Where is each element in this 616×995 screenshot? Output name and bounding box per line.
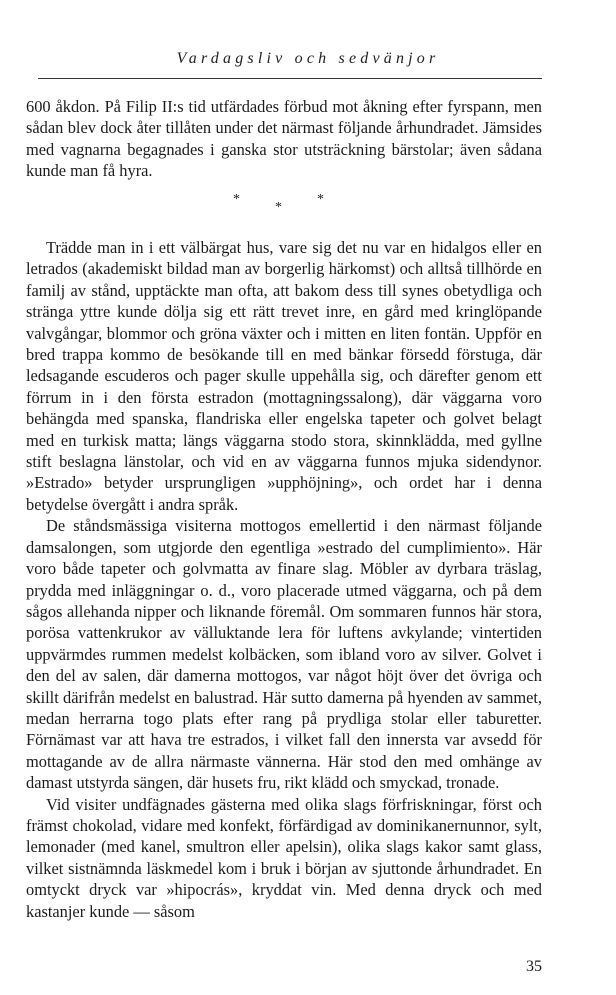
separator-asterisk: * <box>275 200 282 215</box>
main-text-block <box>26 237 542 922</box>
section-separator <box>0 190 616 214</box>
page-number: 35 <box>526 958 542 975</box>
paragraph: Vid visiter undfägnades gästerna med olika slags förfriskningar, först och främst chokolad, vidare med konfekt, förfärdigad av dominikanernunnor, sylt, lemonader (med kanel, smultron eller apelsin), olika slags kakor samt glass, vilket sistnämnda läskmedel kom i bruk i början av sjuttonde århundradet. En omtyckt dryck var »hipocrás», kryddat vin. Med denna dryck och med kastanjer kunde — såsom <box>26 794 542 921</box>
paragraph: De ståndsmässiga visiterna mottogos emellertid i den närmast följande damsalongen, som utgjorde den egentliga »estrado del cumplimiento». Här voro både tapeter och golvmatta av finare slag. Möbler av dyrbara träslag, prydda med inläggningar o. d., voro placerade utmed väggarna, och på dem sågos allehanda nipper och liknande föremål. Om sommaren funnos här stora, porösa vattenkrukor av välluktande lera för luftens avkylande; vintertiden uppvärmdes rummen medelst kolbäcken, som ibland voro av silver. Golvet i den del av salen, där damerna mottogos, var något höjt över det övriga och skillt därifrån medelst en balustrad. Här sutto damerna på hyenden av sammet, medan herrarna togo plats efter rang på prydliga stolar eller taburetter. Förnämast var att hava tre estrados, i vilket fall den innersta var avsedd för mottagande av de allra närmaste vännerna. Här stod den med omhänge av damast utstyrda sängen, där husets fru, rikt klädd och smyckad, tronade. <box>26 516 542 793</box>
top-text-block <box>26 96 542 182</box>
paragraph: Trädde man in i ett välbärgat hus, vare sig det nu var en hidalgos eller en letrados (akademiskt bildad man av borgerlig härkomst) och alltså tillhörde en familj av stånd, upptäckte man ofta, att bakom dess till synes obetydliga och stränga yttre kunde dölja sig ett rätt trevet inre, en gård med kringlöpande valvgångar, blommor och gröna växter och i mitten en liten fontän. Uppför en bred trappa kommo de besökande till en med bänkar försedd förstuga, där ledsagande escuderos och pager skulle uppehålla sig, och därefter genom ett förrum in i den första estradon (mottagningssalong), där väggarna voro behängda med spanska, flandriska eller engelska tapeter och golvet belagt med en turkisk matta; längs väggarna stodo stora, skinnklädda, med gyllne stift beslagna länstolar, och vid en av väggarna funnos mjuka sidendynor. »Estrado» betyder ursprungligen »upphöjning», och ordet har i denna betydelse övergått i andra språk. <box>26 238 542 514</box>
separator-asterisk: * <box>317 192 324 207</box>
top-paragraph: 600 åkdon. På Filip II:s tid utfärdades förbud mot åkning efter fyrspann, men sådan blev dock åter tillåten under det närmast följande århundradet. Jämsides med vagnarna begagnades i ganska stor utsträckning bärstolar; även sådana kunde man få hyra. <box>26 97 542 181</box>
running-head: Vardagsliv och sedvänjor <box>176 50 440 67</box>
separator-asterisk: * <box>233 192 240 207</box>
header-rule <box>38 78 542 79</box>
